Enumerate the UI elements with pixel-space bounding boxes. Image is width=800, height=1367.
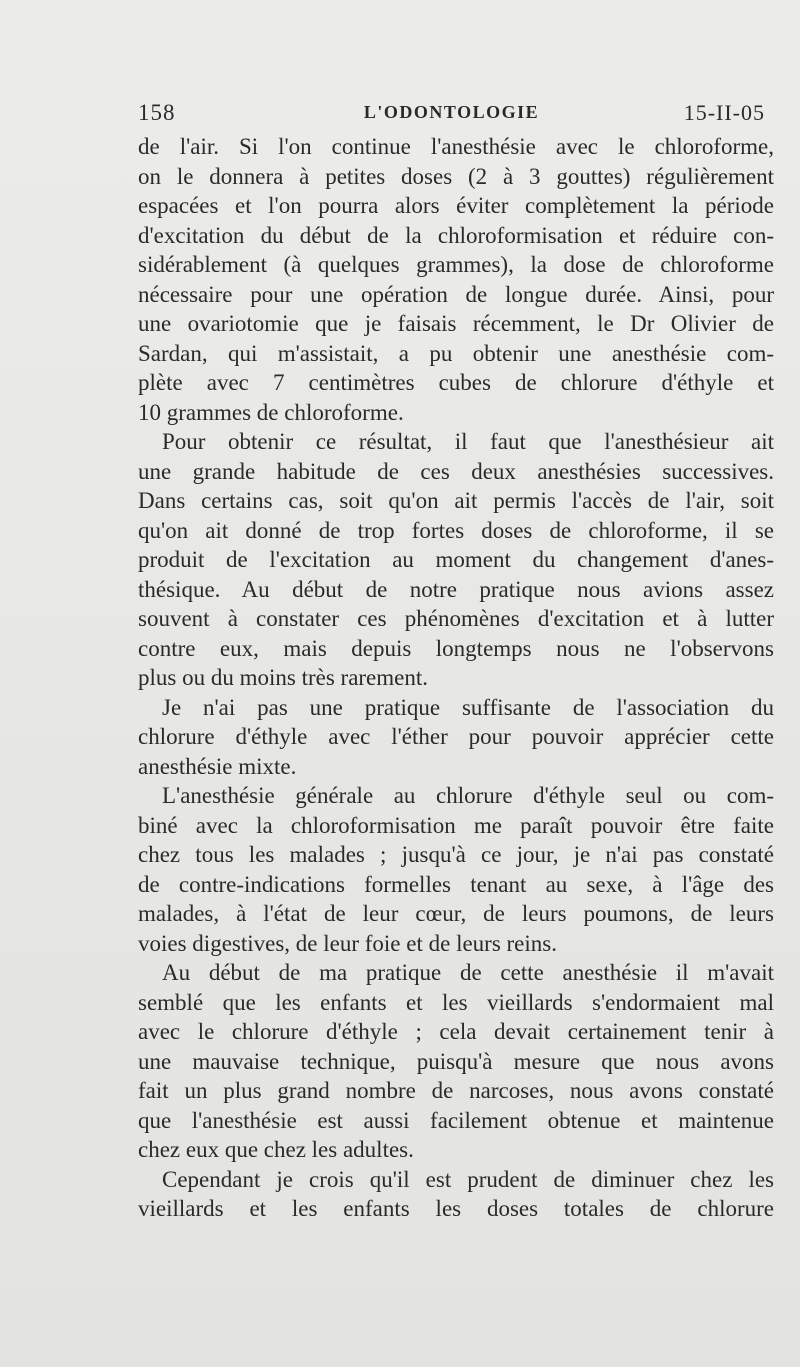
page-number: 158 [138, 100, 176, 125]
text-line: Au début de ma pratique de cette anesthésie il m'avait [162, 960, 774, 985]
text-line: vieillards et les enfants les doses totales de chlorure [138, 1196, 774, 1221]
text-line: L'anesthésie générale au chlorure d'éthyle seul ou com- [162, 783, 774, 808]
text-line: semblé que les enfants et les vieillards s'endormaient mal [138, 989, 774, 1015]
text-line: chez tous les malades ; jusqu'à ce jour, je n'ai pas constaté [138, 842, 774, 867]
text-line: une grande habitude de ces deux anesthésies successives. [138, 458, 774, 484]
text-line: fait un plus grand nombre de narcoses, nous avons constaté [138, 1078, 774, 1103]
text-line: nécessaire pour une opération de longue durée. Ainsi, pour [138, 281, 774, 307]
text-line: Pour obtenir ce résultat, il faut que l'anesthésieur ait [162, 429, 774, 454]
text-line: anesthésie mixte. [138, 753, 297, 779]
text-line: une ovariotomie que je faisais récemment, le Dr Olivier de [138, 311, 774, 336]
text-line: plète avec 7 centimètres cubes de chlorure d'éthyle et [138, 370, 774, 395]
text-line: chez eux que chez les adultes. [138, 1137, 414, 1162]
text-line: 10 grammes de chloroforme. [138, 399, 404, 425]
text-line: produit de l'excitation au moment du changement d'anes- [138, 547, 774, 572]
text-line: biné avec la chloroformisation me paraît pouvoir être faite [138, 812, 774, 838]
text-line: chlorure d'éthyle avec l'éther pour pouvoir apprécier cette [138, 724, 774, 749]
text-line: une mauvaise technique, puisqu'à mesure que nous avons [138, 1048, 774, 1074]
text-line: malades, à l'état de leur cœur, de leurs poumons, de leurs [138, 901, 774, 926]
text-line: espacées et l'on pourra alors éviter complètement la période [138, 193, 774, 218]
text-line: Dans certains cas, soit qu'on ait permis l'accès de l'air, soit [138, 488, 774, 513]
text-line: souvent à constater ces phénomènes d'excitation et à lutter [138, 606, 774, 631]
body-text [138, 132, 774, 1224]
text-line: thésique. Au début de notre pratique nous avions assez [138, 576, 774, 602]
text-line: voies digestives, de leur foie et de leurs reins. [138, 930, 557, 956]
running-head [138, 100, 765, 130]
text-line: de l'air. Si l'on continue l'anesthésie avec le chloroforme, [138, 134, 774, 159]
text-line: Sardan, qui m'assistait, a pu obtenir une anesthésie com- [138, 340, 774, 366]
text-line: on le donnera à petites doses (2 à 3 gouttes) régulièrement [138, 163, 774, 189]
text-line: Je n'ai pas une pratique suffisante de l'association du [162, 694, 774, 720]
text-line: plus ou du moins très rarement. [138, 665, 429, 690]
text-line: Cependant je crois qu'il est prudent de diminuer chez les [162, 1166, 774, 1192]
text-line: de contre-indications formelles tenant au sexe, à l'âge des [138, 871, 774, 897]
text-line: avec le chlorure d'éthyle ; cela devait certainement tenir à [138, 1019, 774, 1044]
text-line: sidérablement (à quelques grammes), la dose de chloroforme [138, 252, 774, 277]
text-line: que l'anesthésie est aussi facilement obtenue et maintenue [138, 1107, 774, 1133]
text-line: qu'on ait donné de trop fortes doses de chloroforme, il se [138, 517, 774, 543]
journal-title: L'ODONTOLOGIE [363, 102, 540, 122]
text-line: contre eux, mais depuis longtemps nous ne l'observons [138, 635, 774, 661]
text-line: d'excitation du début de la chloroformisation et réduire con- [138, 222, 774, 248]
issue-date: 15-II-05 [683, 100, 765, 125]
